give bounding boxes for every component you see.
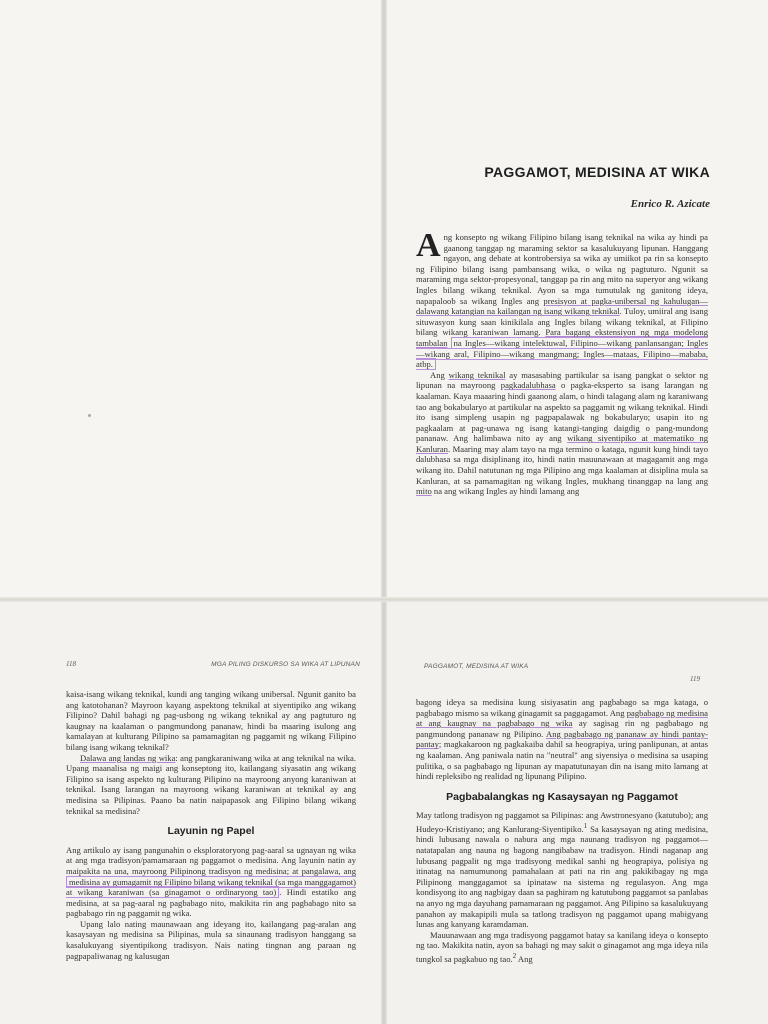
footnote-mark: 1 xyxy=(583,821,588,830)
book-gutter xyxy=(381,0,387,1024)
page-118-text xyxy=(66,689,356,961)
page-number-left: 118 xyxy=(66,660,76,668)
drop-cap: A xyxy=(416,227,441,264)
page-number-right: 119 xyxy=(690,675,700,683)
paragraph: Ang artikulo ay isang pangunahin o eksploratoryong pag-aaral sa ugnayan ng wika at ang mga tradisyon/pamamaraan ng paggamot o medisina. Ang layunin natin ay maipakita na una, mayroong Pilipinong tradisyon ng medisina; at pangalawa, ang medisina ay gumagamit ng Filipino bilang wikang teknikal (sa mga manggagamot) at wikang karaniwan (sa ginagamot o ordinaryong tao) . Hindi estatiko ang medisina, at sa pag-aaral ng pagbabago nito, makikita rin ang pagbabago nito sa pagbabago rin ng paggamit ng wika. xyxy=(66,844,356,919)
underlined-phrase: Dalawa ang landas ng wika xyxy=(80,752,176,763)
underlined-phrase: mito xyxy=(416,486,432,497)
footnote-mark: 2 xyxy=(512,951,517,960)
underlined-phrase: wikang siyentipiko at matematiko ng Kanluran xyxy=(416,433,709,454)
paragraph: Dalawa ang landas ng wika: ang pangkaraniwang wika at ang teknikal na wika. Upang maanalisa ng maigi ang konseptong ito, kailangang siyasatin ang wikang Filipino sa isang aspekto ng kulturang Pilipino na mayroong anyong karaniwan at teknikal. Isang larangan na mayroong wikang karaniwan at teknikal ay ang medisina sa Pilipinas. Paano ba natin naipapasok ang Filipino bilang wikang teknikal sa medisina? xyxy=(66,752,356,816)
underlined-phrase: pagkadalubhasa xyxy=(500,380,556,391)
paragraph: kaisa-isang wikang teknikal, kundi ang tanging wikang unibersal. Ngunit ganito ba ang katotohanan? Mayroon kayang aspektong teknikal at siyentipiko ang wikang Filipino? Dahil bahagi ng pag-usbong ng wikang teknikal ay ang pagtuturo ng kaugnay na kaalaman o pangmundong pananaw, hindi ba maaring isulong ang kamalayan at kulturang Pilipino sa pamamagitan ng paggamit ng wikang Filipino bilang isang wikang teknikal? xyxy=(66,689,356,752)
underlined-phrase: wikang teknikal xyxy=(448,369,506,380)
speck xyxy=(88,414,91,417)
intro-paragraph-1: Ang konsepto ng wikang Filipino bilang isang teknikal na wika ay hindi pa gaanong tanggap ng maraming sektor sa kasalukuyang lipunan. Hanggang ngayon, ang debate at kontrobersiya sa wika ay umiikot pa rin sa konsepto ng Filipino bilang isang pambansang wika, o wika ng pagtuturo. Ngunit sa maraming mga sektor-propesyonal, tanggap pa rin ang mito na superyor ang wikang Ingles bilang wikang teknikal. Ayon sa mga tumutulak ng ganitong ideya, napapaloob sa wikang Ingles ang presisyon at pagka-unibersal ng kahulugan—dalawang katangian na kailangan ng isang wikang teknikal. Tuloy, umiiral ang isang situwasyon kung saan kinikilala ang Ingles bilang wikang teknikal, at Filipino bilang wikang karaniwan lamang. Para bagang ekstensiyon ng mga modelong tambalan na Ingles—wikang intelektuwal, Filipino—wikang panlansangan; Ingles—wikang aral, Filipino—wikang mangmang; Ingles—mataas, Filipino—mababa, atbp. xyxy=(416,227,708,370)
page-119-text xyxy=(416,697,708,964)
section-heading: Pagbabalangkas ng Kasaysayan ng Paggamot xyxy=(446,790,678,803)
underlined-phrase: pagbabago ng medisina at ang kaugnay na pagbabago ng wika xyxy=(416,707,708,729)
boxed-annotation: na Ingles—wikang intelektuwal, Filipino—wikang panlansangan; Ingles—wikang aral, Filipino—wikang mangmang; Ingles—mataas, Filipino—mababa, atbp. xyxy=(416,337,708,370)
boxed-annotation: medisina ay gumagamit ng Filipino bilang wikang teknikal (sa mga manggagamot) at wikang karaniwan (sa ginagamot o ordinaryong tao) xyxy=(66,876,356,898)
running-head-left: MGA PILING DISKURSO SA WIKA AT LIPUNAN xyxy=(211,661,360,668)
underlined-phrase: Ang pagbabago ng pananaw ay hindi pantay-pantay xyxy=(416,728,708,750)
section-heading: Layunin ng Papel xyxy=(167,825,255,838)
underlined-phrase: presisyon at pagka-unibersal ng kahulugan—dalawang katangian na kailangan ng isang wikang teknikal xyxy=(416,295,708,317)
paragraph: Upang lalo nating maunawaan ang ideyang ito, kailangang pag-aralan ang kasaysayan ng medisina sa Pilipinas, mula sa sinaunang tradisyon hanggang sa kasalukuyang siyentipikong tradisyon. Nais nating tingnan ang paraan ng pagpapaliwanag ng kalusugan xyxy=(66,918,356,961)
paragraph: May tatlong tradisyon ng paggamot sa Pilipinas: ang Awstronesyano (katutubo); ang Hudeyo-Kristiyano; ang Kanlurang-Siyentipiko.$^1$ Sa kasaysayan ng ating medisina, hindi lubusang nawala o nabura ang mga naunang tradisyon ng paggamot—natatapalan ang nauna ng bagong nangibabaw na tradisyon. Hindi naganap ang lubusang pagpalit ng mga tradisyong medikal sanhi ng heograpiya, polisiya ng itinatag na namumunong pamahalaan at pati na rin ang pakikibagay ng mga Pilipinong manggagamot sa ipinataw na sistema ng regulasyon. Ang mga kondisyong ito ang nagbigay daan sa paghiram ng katutubong paggamot sa panlabas na anyo ng mga dayuhang pamamaraan ng paggamot. Ang Pilipino sa kasalukuyang panahon ay makapipili mula sa tatlong tradisyon ng paggamot upang mabigyang lunas ang kanyang karamdaman. xyxy=(416,810,709,930)
scan-seam xyxy=(0,597,768,602)
article-author: Enrico R. Azicate xyxy=(630,198,710,210)
underlined-phrase: Para bagang ekstensiyon ng mga modelong tambalan xyxy=(416,327,708,348)
paragraph: bagong ideya sa medisina kung sisiyasatin ang pagbabago sa mga kataga, o pagbabago mismo sa wikang ginagamit sa paggagamot. Ang pagbabago ng medisina at ang kaugnay na pagbabago ng wika ay sagisag rin ng pagbabago ng pangmundong pananaw ng Pilipino. Ang pagbabago ng pananaw ay hindi pantay-pantay; magkakaroon ng pagkakaiba dahil sa heograpiya, uring panlipunan, at antas ng kaalaman. Ang paniwala natin na "neutral" ang siyensiya o medisina sa usaping pulitika, o sa pagbabago ng lipunan ay mapatutunayan din na isang mito lamang at hindi repleksibo ng realidad ng lipunang Pilipino. xyxy=(416,697,709,782)
article-intro-column xyxy=(416,227,709,497)
running-head-right: PAGGAMOT, MEDISINA AT WIKA xyxy=(424,663,529,670)
blank-page-left xyxy=(0,0,384,600)
article-title: PAGGAMOT, MEDISINA AT WIKA xyxy=(484,164,710,180)
paragraph: Mauunawaan ang mga tradisyong paggamot batay sa kanilang ideya o konsepto ng tao. Makikita natin, ayon sa bahagi ng may sakit o ginagamot ang mga ideya nila tungkol sa pagkabuo ng tao.$^2$ Ang xyxy=(416,929,708,964)
intro-paragraph-2: Ang wikang teknikal ay masasabing partikular sa isang pangkat o sektor ng lipunan na mayroong pagkadalubhasa o pagka-eksperto sa isang larangan ng kaalaman. Kaya maaaring hindi gaanong alam, o hindi talagang alam ng karaniwang tao ang bokabularyo at partikular na aspekto sa paggamit ng wikang teknikal. Hindi ito isang simpleng usapin ng pagpapalawak ng bokabularyo; usapin ito ng pagkaalam at pag-unawa ng isang katangi-tanging daigdig o pang-mundong pananaw. Ang halimbawa nito ay ang wikang siyentipiko at matematiko ng Kanluran. Maaring may alam tayo na mga termino o kataga, ngunit kung hindi tayo dalubhasa sa mga disiplinang ito, hindi natin mauunawaan at magagamit ang mga wikang ito. Dahil natutunan ng mga Pilipino ang mga kaalaman at disiplina mula sa Kanluran, at sa pamamagitan ng wikang Ingles, mukhang tinanggap na lang ang mito na ang wikang Ingles ay hindi lamang ang xyxy=(416,369,709,497)
